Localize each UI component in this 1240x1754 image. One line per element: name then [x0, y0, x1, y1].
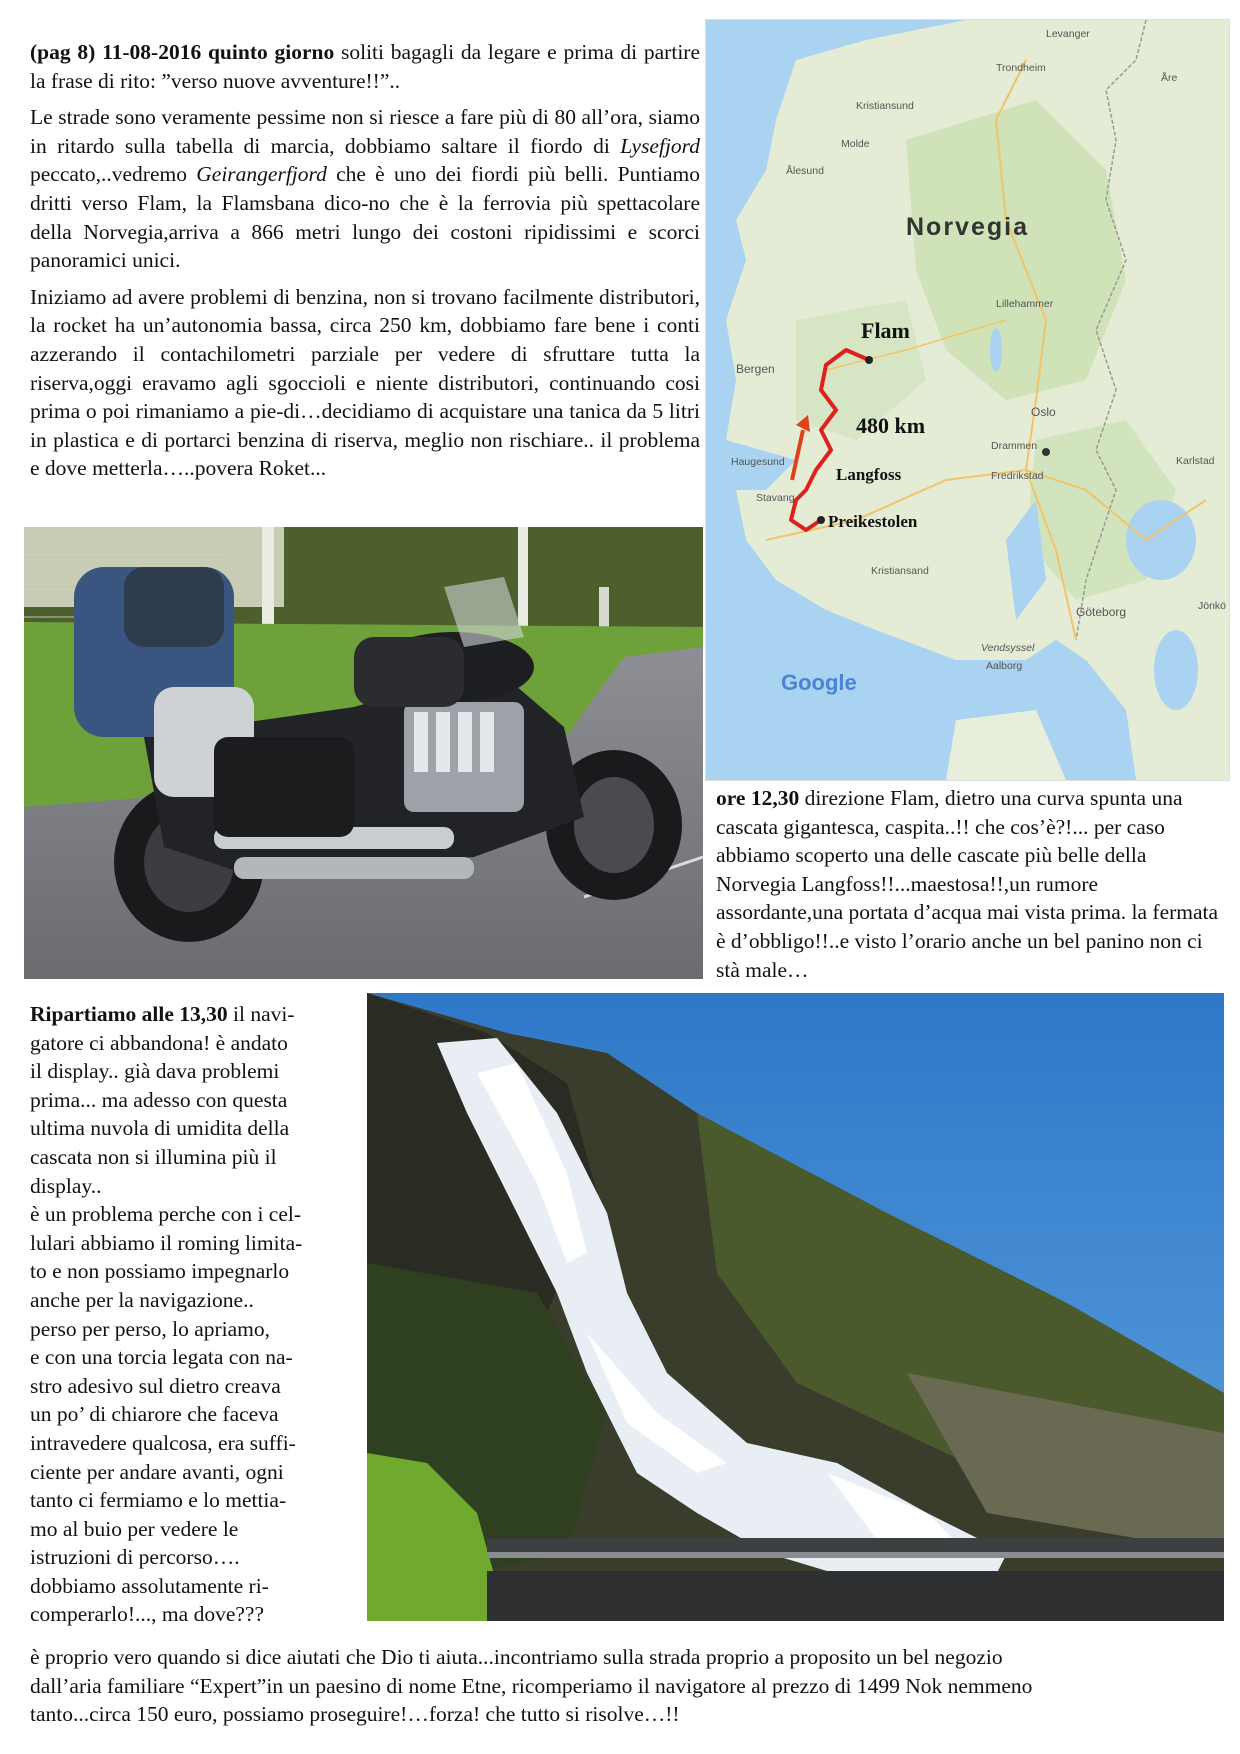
fjord-name-lysefjord: Lysefjord: [620, 133, 700, 158]
place-drammen: Drammen: [991, 440, 1038, 452]
place-bergen: Bergen: [736, 362, 775, 376]
navigator-time: Ripartiamo alle 13,30: [30, 1002, 228, 1026]
motorcycle-photo-graphic: [24, 527, 703, 979]
place-kristiansund: Kristiansund: [856, 100, 914, 112]
place-vendsyssel: Vendsyssel: [981, 642, 1035, 654]
place-aalborg: Aalborg: [986, 660, 1023, 672]
place-jonko: Jönkö: [1198, 600, 1227, 612]
langfoss-text-block: [716, 784, 1221, 984]
place-are: Åre: [1161, 72, 1178, 84]
place-haugesund: Haugesund: [731, 456, 785, 468]
navigator-line-0-text: il navi-: [227, 1002, 295, 1026]
navigator-line: il display.. già dava problemi: [30, 1059, 280, 1084]
bottom-line: tanto...circa 150 euro, possiamo proseguire!…forza! che tutto si risolve…!!: [30, 1702, 680, 1727]
place-stavang: Stavang: [756, 492, 795, 504]
navigator-line: prima... ma adesso con questa: [30, 1087, 288, 1112]
bottom-text-block: [30, 1643, 1230, 1729]
navigator-line: istruzioni di percorso….: [30, 1545, 240, 1570]
bottom-line: dall’aria familiare “Expert”in un paesino di nome Etne, ricomperiamo il navigatore al prezzo di 1499 Nok nemmeno: [30, 1673, 1033, 1698]
navigator-line: ultima nuvola di umidita della: [30, 1116, 290, 1141]
intro-header-date: (pag 8) 11-08-2016 quinto giorno: [30, 40, 335, 64]
langfoss-body: direzione Flam, dietro una curva spunta una cascata gigantesca, caspita..!! che cos’è?!... per caso abbiamo scoperto una delle cascate più belle della Norvegia Langfoss!!...maestosa!!,un rumore assordante,una portata d’acqua mai vista prima. la fermata è d’obbligo!!..e visto l’orario anche un bel panino non ci stà male…: [716, 786, 1219, 982]
route-label-flam: Flam: [861, 318, 910, 343]
intro-p1-part-c: che è uno dei fiordi più belli. Puntiamo dritti verso Flam, la Flamsbana dico-no che è la ferrovia più spettacolare della Norvegia,arriva a 866 metri lungo dei costoni ripidissimi e scorci panoramici unici.: [30, 162, 700, 273]
navigator-line: stro adesivo sul dietro creava: [30, 1373, 281, 1398]
navigator-line: to e non possiamo impegnarlo: [30, 1259, 290, 1284]
navigator-line: perso per perso, lo apriamo,: [30, 1316, 271, 1341]
motorcycle-photo: [24, 527, 703, 979]
place-lillehammer: Lillehammer: [996, 298, 1054, 310]
place-goteborg: Göteborg: [1076, 605, 1127, 619]
waterfall-photo: [367, 993, 1224, 1621]
navigator-line: tanto ci fermiamo e lo mettia-: [30, 1488, 287, 1513]
place-kristiansand: Kristiansand: [871, 565, 929, 577]
flam-marker: [865, 356, 873, 364]
navigator-line: dobbiamo assolutamente ri-: [30, 1573, 269, 1598]
intro-p1-part-a: Le strade sono veramente pessime non si riesce a fare più di 80 all’ora, siamo in ritardo sulla tabella di marcia, dobbiamo saltare il fiordo di: [30, 105, 700, 158]
place-alesund: Ålesund: [786, 165, 824, 177]
navigator-line: è un problema perche con i cel-: [30, 1202, 302, 1227]
navigator-line: intravedere qualcosa, era suffi-: [30, 1430, 296, 1455]
langfoss-paragraph: [716, 784, 1221, 984]
navigator-line: ciente per andare avanti, ogni: [30, 1459, 284, 1484]
navigator-line: comperarlo!..., ma dove???: [30, 1602, 264, 1627]
navigator-line: e con una torcia legata con na-: [30, 1345, 293, 1370]
intro-paragraph-2: Iniziamo ad avere problemi di benzina, non si trovano facilmente distributori, la rocket ha un’autonomia bassa, circa 250 km, dobbiamo fare bene i conti azzerando il contachilometri parziale per vedere di sfruttare tutta la riserva,oggi eravamo agli sgoccioli e niente distributori, continuando cosi prima o poi rimaniamo a pie-di…decidiamo di acquistare una tanica da 5 litri in plastica e di portarci benzina di riserva, meglio non rischiare.. il problema e dove metterla…..povera Roket...: [30, 284, 700, 481]
route-map: [705, 19, 1230, 781]
navigator-line: anche per la navigazione..: [30, 1287, 254, 1312]
langfoss-time: ore 12,30: [716, 786, 800, 810]
place-trondheim: Trondheim: [996, 62, 1046, 74]
map-country-label: Norvegia: [906, 213, 1029, 241]
place-fredrikstad: Fredrikstad: [991, 470, 1044, 482]
map-graphic: [706, 20, 1229, 780]
waterfall-photo-graphic: [367, 993, 1224, 1621]
fjord-name-geirangerfjord: Geirangerfjord: [196, 162, 327, 187]
navigator-line: display..: [30, 1173, 102, 1198]
navigator-line: gatore ci abbandona! è andato: [30, 1030, 288, 1055]
navigator-line: cascata non si illumina più il: [30, 1144, 277, 1169]
navigator-line-0: [30, 1000, 360, 1029]
bottom-line: è proprio vero quando si dice aiutati che Dio ti aiuta...incontriamo sulla strada proprio a proposito un bel negozio: [30, 1645, 1003, 1669]
navigator-text-block: [30, 1000, 360, 1629]
navigator-line: lulari abbiamo il roming limita-: [30, 1230, 303, 1255]
route-label-langfoss: Langfoss: [836, 465, 902, 484]
place-oslo: Oslo: [1031, 405, 1056, 419]
place-levanger: Levanger: [1046, 28, 1090, 40]
route-label-distance: 480 km: [856, 413, 926, 438]
navigator-line: un po’ di chiarore che faceva: [30, 1402, 279, 1427]
place-karlstad: Karlstad: [1176, 455, 1215, 467]
intro-p1-part-b: peccato,..vedremo: [30, 162, 197, 187]
google-logo: Google: [781, 670, 857, 695]
intro-header-rest: soliti bagagli da legare e prima di partire la frase di rito: ”verso nuove avventure!!”..: [30, 40, 700, 93]
intro-paragraph-1: [30, 103, 700, 275]
intro-text-block: [30, 38, 700, 483]
route-label-preikestolen: Preikestolen: [828, 512, 918, 531]
intro-header: [30, 38, 700, 95]
place-molde: Molde: [841, 138, 870, 150]
navigator-line: mo al buio per vedere le: [30, 1516, 239, 1541]
preikestolen-marker: [817, 516, 825, 524]
